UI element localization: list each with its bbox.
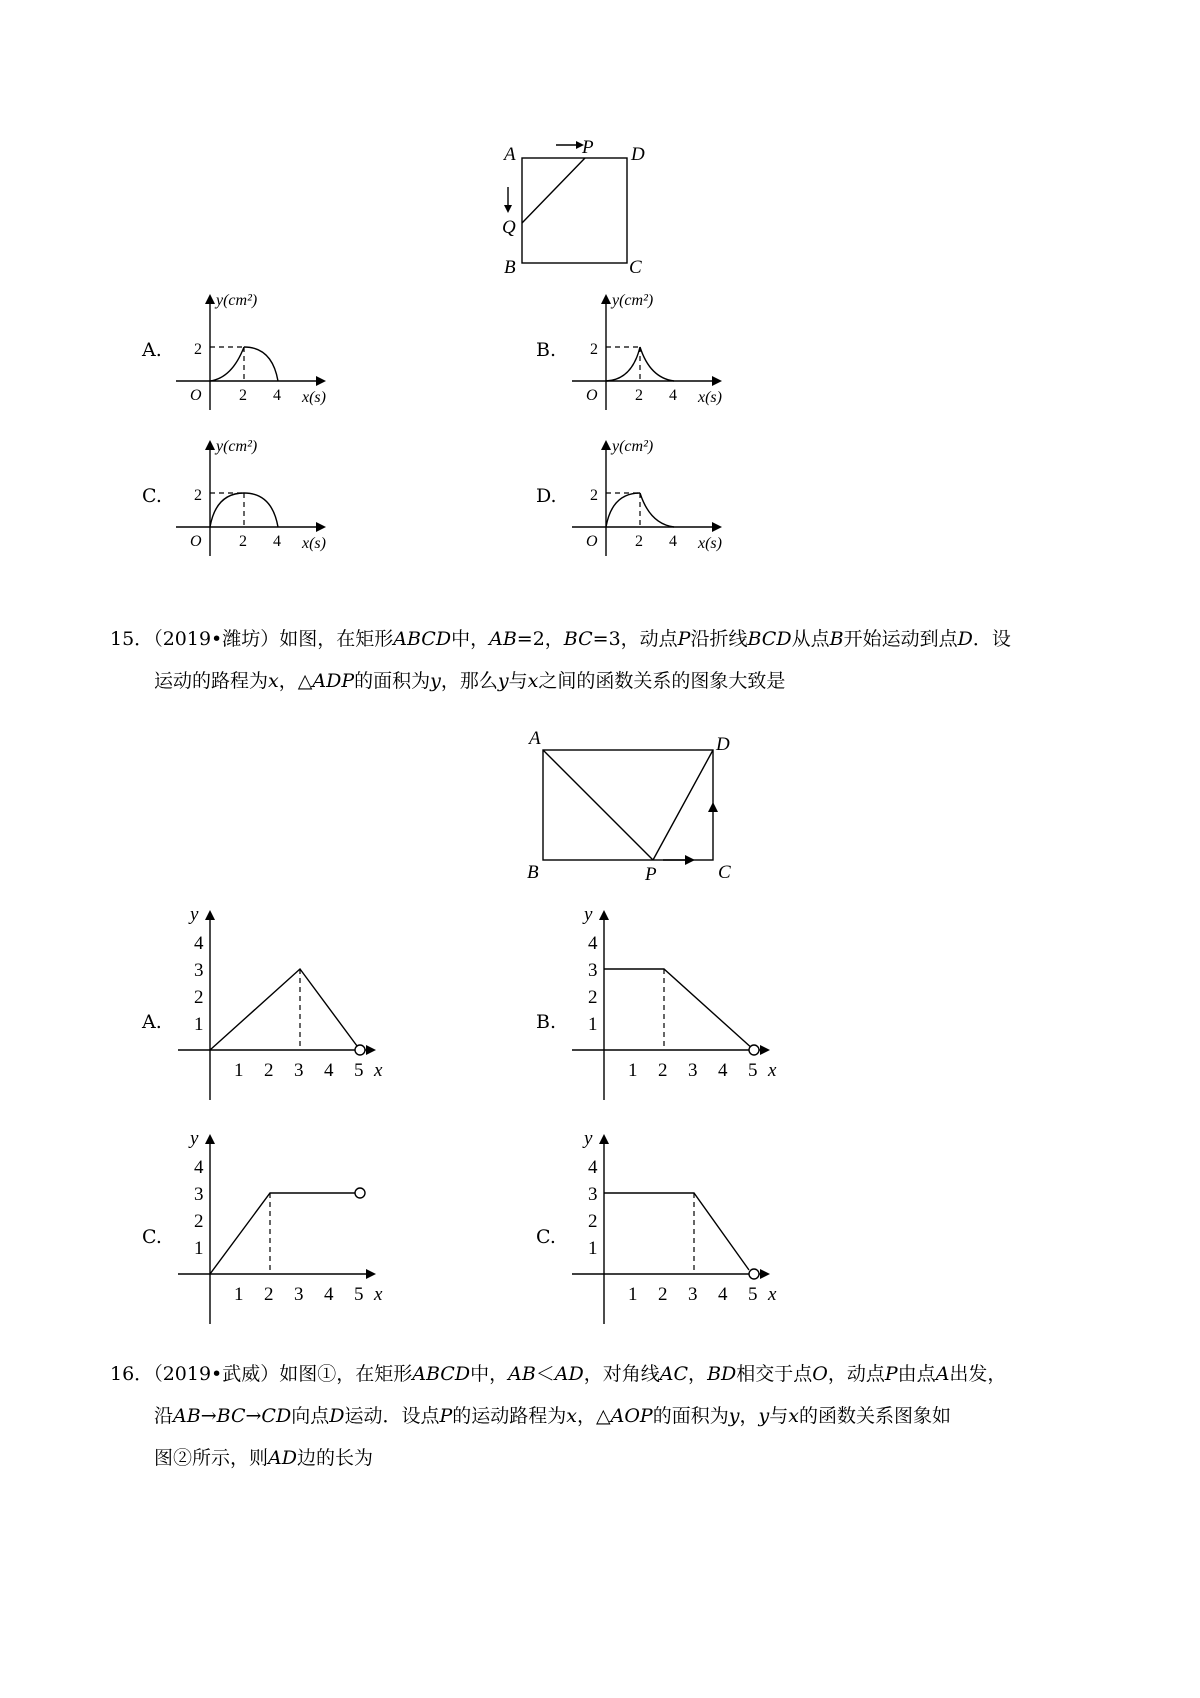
q15c-ytick: 2 — [194, 1211, 204, 1232]
q14c-xlabel: x(s) — [302, 535, 326, 552]
q15-option-a-graph — [172, 900, 412, 1115]
q15-option-b-graph — [566, 900, 806, 1115]
q15-text: 与 — [508, 670, 528, 692]
q15-label-c: C — [718, 862, 731, 880]
q14b-curve-rise — [606, 347, 640, 381]
q16-text: 与 — [769, 1405, 789, 1427]
q15b-xlabel: x — [768, 1060, 777, 1081]
q14d-xlabel: x(s) — [698, 535, 722, 552]
q15-text: 之间的函数关系的图象大致是 — [538, 670, 786, 692]
q15b-xtick: 5 — [748, 1060, 758, 1081]
q15c-open-point — [355, 1188, 365, 1198]
q15b-xtick: 2 — [658, 1060, 668, 1081]
q16-text: 图②所示，则 — [154, 1447, 269, 1469]
q14a-ytick: 2 — [194, 341, 202, 358]
q14d-xtick-4: 4 — [669, 533, 677, 550]
q15b-ytick: 3 — [588, 960, 598, 981]
q16-source: （2019•武威） — [153, 1363, 280, 1385]
q14a-xlabel: x(s) — [302, 389, 326, 406]
q16-math: AOP — [610, 1405, 653, 1427]
q14a-origin: O — [190, 387, 202, 404]
q14-label-q: Q — [502, 217, 516, 238]
q15a-xtick: 2 — [264, 1060, 274, 1081]
q14a-ylabel: y(cm²) — [216, 292, 258, 309]
q15-text: 的面积为 — [354, 670, 431, 692]
q14c-xtick-4: 4 — [273, 533, 281, 550]
q14-option-d-graph — [566, 434, 746, 562]
q15a-xtick: 5 — [354, 1060, 364, 1081]
q15c-ytick: 3 — [194, 1184, 204, 1205]
q14c-origin: O — [190, 533, 202, 550]
q14d-curve-fall — [640, 493, 674, 527]
q16-math: BD — [707, 1363, 737, 1385]
q16-text: ，对角线 — [583, 1363, 660, 1385]
q14c-xtick-2: 2 — [239, 533, 247, 550]
q16-text: → — [245, 1405, 262, 1427]
q16-text: 相交于点 — [736, 1363, 813, 1385]
q16-math: AD — [554, 1363, 584, 1385]
q16-text: 出发， — [949, 1363, 1007, 1385]
q15b-ytick: 2 — [588, 987, 598, 1008]
q15-math: BCD — [747, 628, 792, 650]
q15-label-d: D — [716, 734, 730, 755]
q15d-line — [604, 1193, 749, 1270]
q14b-xlabel: x(s) — [698, 389, 722, 406]
q16-text: 的函数关系图象如 — [798, 1405, 951, 1427]
q16-math: O — [812, 1363, 828, 1385]
q16-math: P — [439, 1405, 453, 1427]
q15-option-a-label: A. — [142, 1011, 162, 1033]
q15-label-a: A — [529, 730, 541, 749]
q15-number: 15． — [110, 628, 154, 650]
q14-label-b: B — [504, 257, 516, 278]
q14-option-b-label: B. — [536, 339, 557, 361]
q15c-ytick: 1 — [194, 1238, 204, 1259]
q15a-xtick: 4 — [324, 1060, 334, 1081]
q15d-ytick: 4 — [588, 1157, 598, 1178]
q16-text: ， — [739, 1405, 759, 1427]
q14-option-c-graph — [170, 434, 350, 562]
q15-text: 如图，在矩形 — [279, 628, 394, 650]
q15d-xlabel: x — [768, 1284, 777, 1305]
q15-math: D — [957, 628, 973, 650]
q14-label-d: D — [631, 144, 645, 165]
q14d-ylabel: y(cm²) — [612, 438, 654, 455]
q14-label-c: C — [629, 257, 642, 278]
q16-math: ABCD — [412, 1363, 471, 1385]
q16-math: AC — [659, 1363, 689, 1385]
q15-text: ．设 — [972, 628, 1011, 650]
q15-math: AB — [489, 628, 517, 650]
q15-text: =2， — [516, 628, 564, 650]
q15-text: 中， — [451, 628, 490, 650]
q15a-ytick: 2 — [194, 987, 204, 1008]
q15a-ytick: 3 — [194, 960, 204, 981]
q15c-xtick: 2 — [264, 1284, 274, 1305]
q15c-ytick: 4 — [194, 1157, 204, 1178]
question-16 — [110, 1353, 1110, 1479]
q16-math: CD — [261, 1405, 292, 1427]
q14-label-a: A — [504, 144, 516, 165]
q16-text: → — [200, 1405, 217, 1427]
q15a-ytick: 4 — [194, 933, 204, 954]
q15d-ytick: 2 — [588, 1211, 598, 1232]
q15c-xlabel: x — [374, 1284, 383, 1305]
q15-text: 开始运动到点 — [843, 628, 958, 650]
q15b-ylabel: y — [584, 904, 593, 925]
q16-text: 的面积为 — [652, 1405, 729, 1427]
q15-option-d-graph — [566, 1124, 806, 1339]
q15c-xtick: 1 — [234, 1284, 244, 1305]
q14-option-b-graph — [566, 288, 746, 416]
q16-text: 边的长为 — [296, 1447, 373, 1469]
q15-math: P — [677, 628, 691, 650]
q14b-ylabel: y(cm²) — [612, 292, 654, 309]
q15a-xlabel: x — [374, 1060, 383, 1081]
q15a-open-point — [355, 1045, 365, 1055]
q15-option-c-label: C. — [142, 1226, 162, 1248]
q15-option-d-label: C. — [536, 1226, 556, 1248]
q15-text: ，那么 — [440, 670, 498, 692]
q15b-ytick: 1 — [588, 1014, 598, 1035]
q15-math: B — [829, 628, 844, 650]
q15a-ytick: 1 — [194, 1014, 204, 1035]
q16-text: 沿 — [154, 1405, 174, 1427]
q15c-ylabel: y — [190, 1128, 199, 1149]
q15c-xtick: 5 — [354, 1284, 364, 1305]
q14a-curve-rise — [210, 347, 244, 381]
q16-text: 中， — [470, 1363, 509, 1385]
q16-text: 向点 — [291, 1405, 330, 1427]
q15-label-p: P — [645, 864, 657, 880]
q16-text: 如图①，在矩形 — [279, 1363, 413, 1385]
q15c-xtick: 3 — [294, 1284, 304, 1305]
question-15 — [110, 618, 1110, 702]
q15a-ylabel: y — [190, 904, 199, 925]
q15d-ylabel: y — [584, 1128, 593, 1149]
q14a-xtick-2: 2 — [239, 387, 247, 404]
q14-option-a-graph — [170, 288, 350, 416]
q15-math: ADP — [312, 670, 355, 692]
q16-text: ， — [688, 1363, 708, 1385]
q16-math: P — [884, 1363, 898, 1385]
q14d-curve-rise — [606, 493, 640, 527]
q15c-line — [210, 1193, 355, 1274]
q14c-ytick: 2 — [194, 487, 202, 504]
q14b-xtick-2: 2 — [635, 387, 643, 404]
q15-math: x — [268, 670, 279, 692]
q15-source: （2019•潍坊） — [153, 628, 280, 650]
q14b-xtick-4: 4 — [669, 387, 677, 404]
q16-text: ＜ — [535, 1363, 555, 1385]
q16-math: x — [788, 1405, 799, 1427]
q16-text: 运动．设点 — [344, 1405, 440, 1427]
q14c-curve-rise — [210, 493, 244, 527]
q14-option-c-label: C. — [142, 485, 162, 507]
q16-math: A — [935, 1363, 950, 1385]
q16-math: AD — [268, 1447, 297, 1469]
q15d-xtick: 5 — [748, 1284, 758, 1305]
q15-rectangle-figure — [515, 730, 735, 880]
q14b-curve-fall — [640, 347, 674, 381]
q15-option-c-graph — [172, 1124, 412, 1339]
q15d-ytick: 3 — [588, 1184, 598, 1205]
q15b-xtick: 3 — [688, 1060, 698, 1081]
q14d-ytick: 2 — [590, 487, 598, 504]
q14a-xtick-4: 4 — [273, 387, 281, 404]
q15b-xtick: 4 — [718, 1060, 728, 1081]
q15-math: y — [430, 670, 441, 692]
q16-math: AB — [173, 1405, 201, 1427]
q14-label-p: P — [582, 137, 594, 158]
q15-text: 运动的路程为 — [154, 670, 269, 692]
q15d-xtick: 2 — [658, 1284, 668, 1305]
q15d-xtick: 3 — [688, 1284, 698, 1305]
q14c-ylabel: y(cm²) — [216, 438, 258, 455]
q14c-curve-fall — [244, 493, 278, 527]
q14-square-figure — [500, 135, 670, 290]
q15d-xtick: 4 — [718, 1284, 728, 1305]
q15b-ytick: 4 — [588, 933, 598, 954]
q16-math: y — [758, 1405, 770, 1427]
q15d-xtick: 1 — [628, 1284, 638, 1305]
q16-text: 由点 — [897, 1363, 936, 1385]
q15-text: ，△ — [278, 670, 313, 692]
q15-label-b: B — [527, 862, 539, 880]
q14d-origin: O — [586, 533, 598, 550]
q14b-ytick: 2 — [590, 341, 598, 358]
q16-text: ，△ — [576, 1405, 611, 1427]
q16-math: AB — [508, 1363, 536, 1385]
q16-text: ，动点 — [827, 1363, 885, 1385]
q16-text: 的运动路程为 — [452, 1405, 567, 1427]
q15c-xtick: 4 — [324, 1284, 334, 1305]
q15a-xtick: 1 — [234, 1060, 244, 1081]
q14-option-d-label: D. — [536, 485, 557, 507]
q15b-line — [604, 969, 754, 1050]
q15a-xtick: 3 — [294, 1060, 304, 1081]
q16-math: x — [566, 1405, 577, 1427]
q15-text: 沿折线 — [690, 628, 748, 650]
q15-text: =3，动点 — [592, 628, 678, 650]
q14b-origin: O — [586, 387, 598, 404]
q15-math: y — [497, 670, 509, 692]
q15d-open-point — [749, 1269, 759, 1279]
q15b-xtick: 1 — [628, 1060, 638, 1081]
q14a-curve-fall — [244, 347, 278, 381]
q15b-open-point — [749, 1045, 759, 1055]
q15a-line — [210, 969, 360, 1050]
q16-math: D — [329, 1405, 345, 1427]
q15-option-b-label: B. — [536, 1011, 557, 1033]
q16-math: y — [728, 1405, 740, 1427]
q15-text: 从点 — [791, 628, 830, 650]
q14d-xtick-2: 2 — [635, 533, 643, 550]
q16-math: BC — [216, 1405, 246, 1427]
q15-math: ABCD — [393, 628, 452, 650]
q15-math: BC — [563, 628, 593, 650]
q16-number: 16． — [110, 1363, 154, 1385]
q15-math: x — [527, 670, 539, 692]
q14-option-a-label: A. — [142, 339, 162, 361]
q15d-ytick: 1 — [588, 1238, 598, 1259]
